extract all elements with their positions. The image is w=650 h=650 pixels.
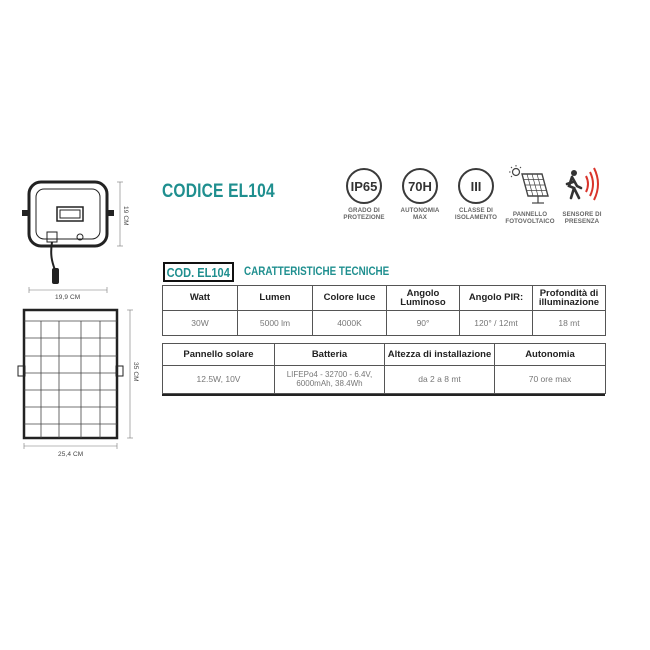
value-cell: 12.5W, 10V [163,366,275,394]
table-row [163,366,606,394]
class-iii-circle-icon: III [458,168,494,204]
feature-solar-panel [504,164,556,225]
feature-ip65 [338,168,390,221]
header-cell: Altezza di installazione [385,344,495,366]
value-cell: da 2 a 8 mt [385,366,495,394]
panel-width-dimension: 25,4 CM [58,451,84,458]
product-drawings [0,0,160,470]
top-height-dimension: 19 CM [122,206,129,226]
panel-height-dimension: 35 CM [132,362,139,382]
value-cell: 18 mt [533,311,606,336]
value-cell: 5000 lm [238,311,313,336]
feature-icons [338,168,608,248]
solar-panel-icon [508,164,552,204]
feature-motion-sensor [556,164,608,225]
header-cell: Colore luce [313,286,387,311]
table-bottom-rule [162,394,605,396]
value-cell: 90° [387,311,460,336]
header-cell: Watt [163,286,238,311]
header-cell: Profondità di illuminazione [533,286,606,311]
feature-caption: PANNELLO FOTOVOLTAICO [505,211,555,225]
header-cell: Pannello solare [163,344,275,366]
feature-class-iii [450,168,502,221]
spec-code-tag: COD. EL104 [163,262,234,282]
table-header-row [163,344,606,366]
feature-caption: SENSORE DI PRESENZA [562,211,602,225]
table-header-row [163,286,606,311]
spec-table-2 [162,343,606,394]
70h-circle-icon: 70H [402,168,438,204]
feature-caption: AUTONOMIA MAX [400,207,440,221]
header-cell: Batteria [275,344,385,366]
top-width-dimension: 19,9 CM [55,294,81,301]
header-cell: Autonomia [495,344,606,366]
spec-table-1 [162,285,606,336]
spec-section-title: CARATTERISTICHE TECNICHE [244,264,390,278]
header-cell: Lumen [238,286,313,311]
floodlight-drawing [0,0,160,470]
value-cell: 70 ore max [495,366,606,394]
feature-caption: GRADO DI PROTEZIONE [343,207,385,221]
motion-sensor-icon [560,164,604,204]
feature-70h [394,168,446,221]
value-cell: 120° / 12mt [460,311,533,336]
feature-caption: CLASSE DI ISOLAMENTO [454,207,498,221]
header-cell: Angolo PIR: [460,286,533,311]
value-cell: 30W [163,311,238,336]
product-code-title: CODICE EL104 [162,181,275,202]
value-cell: 4000K [313,311,387,336]
table-row [163,311,606,336]
value-cell: LIFEPo4 - 32700 - 6.4V, 6000mAh, 38.4Wh [275,366,385,394]
header-cell: Angolo Luminoso [387,286,460,311]
ip65-circle-icon: IP65 [346,168,382,204]
